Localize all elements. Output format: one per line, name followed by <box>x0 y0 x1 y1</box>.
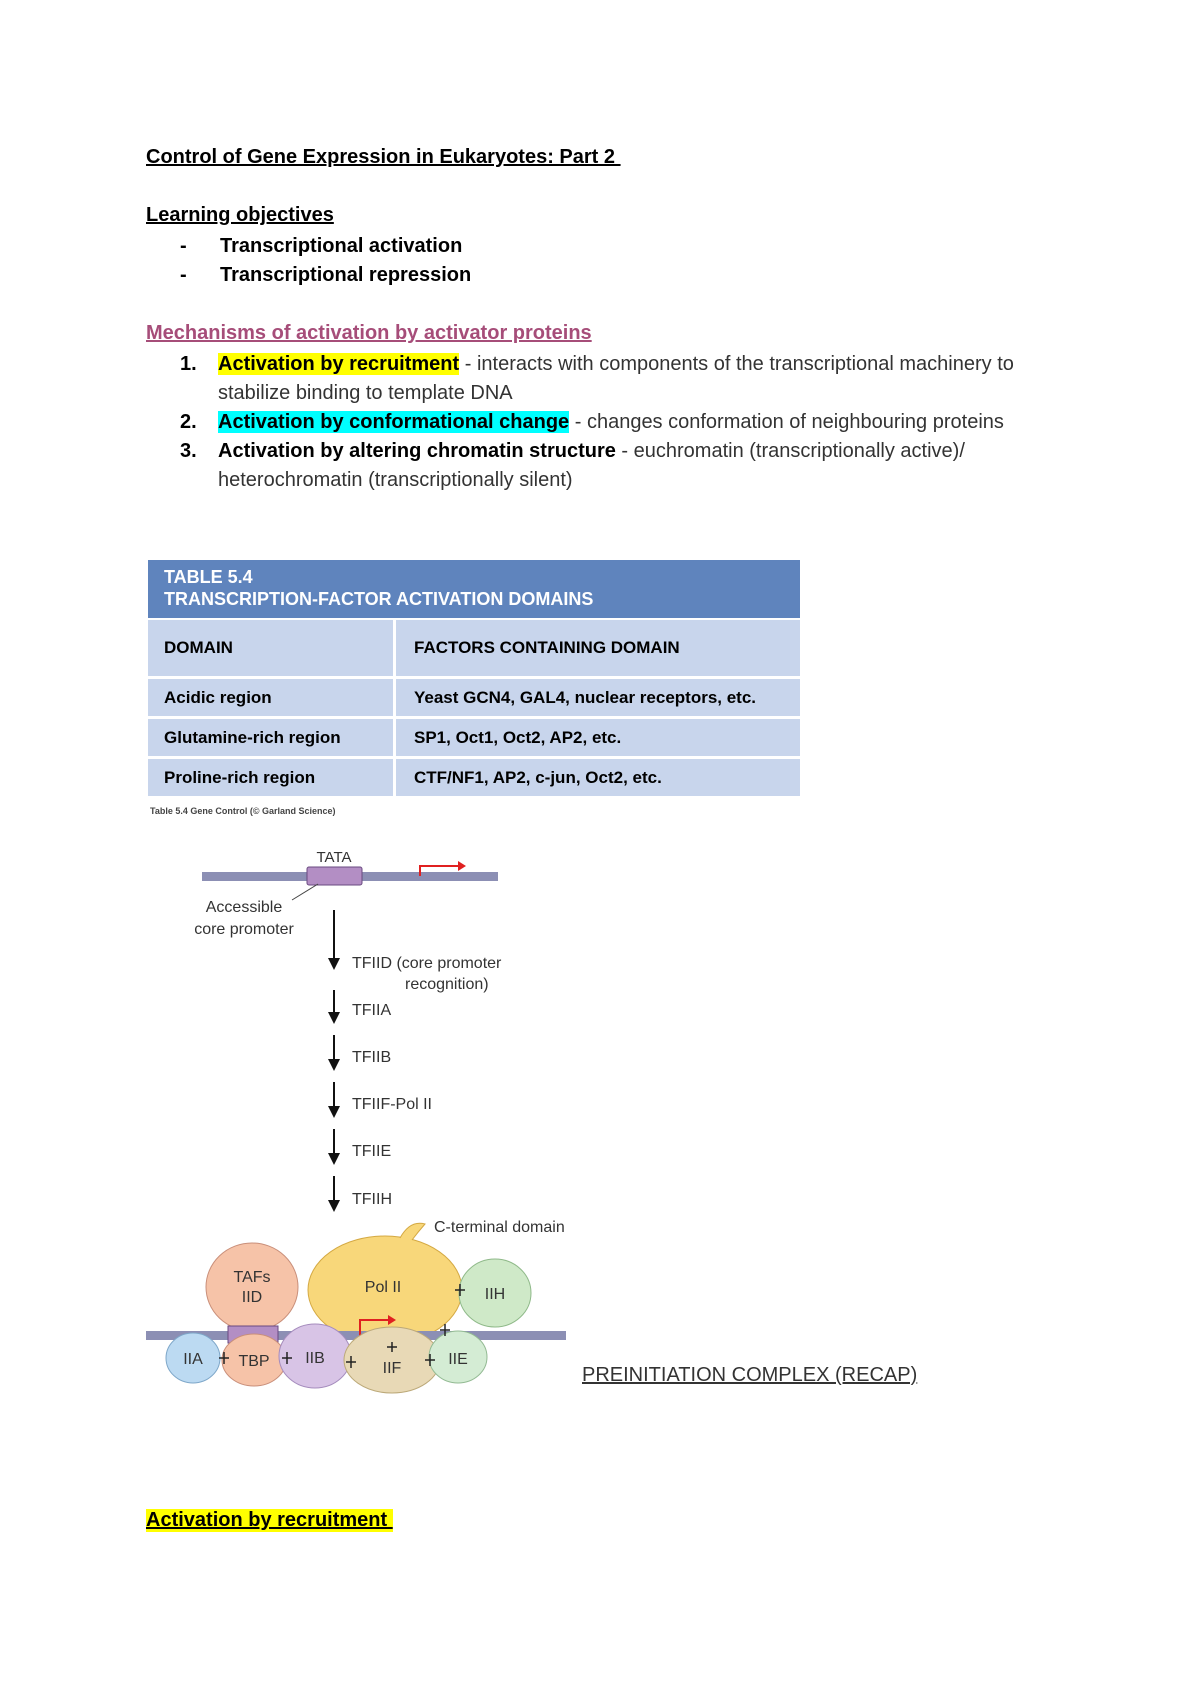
tata-label: TATA <box>316 849 352 866</box>
iid-label: IID <box>241 1289 263 1306</box>
pointer-line <box>292 884 318 900</box>
table-title: TRANSCRIPTION-FACTOR ACTIVATION DOMAINS <box>164 589 594 609</box>
table-cell-factors: Yeast GCN4, GAL4, nuclear receptors, etc. <box>393 679 800 716</box>
step-label: TFIIE <box>352 1143 392 1160</box>
step-arrow <box>328 1129 340 1165</box>
table-column-headers <box>148 620 800 676</box>
bullet-dash: - <box>180 235 187 257</box>
tafs-label: TAFs <box>233 1269 271 1286</box>
step-arrow <box>328 1035 340 1071</box>
ctd-tail <box>400 1223 425 1240</box>
table-cell-domain: Acidic region <box>164 687 272 707</box>
table-row <box>148 759 800 796</box>
objective-text: Transcriptional activation <box>220 235 463 257</box>
activation-domains-table <box>148 560 800 820</box>
step-label: TFIIH <box>352 1191 392 1208</box>
iib-label: IIB <box>305 1350 325 1367</box>
objectives-list <box>180 232 471 290</box>
preinitiation-diagram <box>0 820 620 1400</box>
recruitment-heading: Activation by recruitment <box>146 1509 393 1531</box>
step-sublabel: recognition) <box>405 976 489 993</box>
mechanisms-heading: Mechanisms of activation by activator proteins <box>146 322 592 344</box>
start-site-arrowhead <box>458 861 466 871</box>
table-cell-factors: SP1, Oct1, Oct2, AP2, etc. <box>393 719 800 756</box>
column-header-factors: FACTORS CONTAINING DOMAIN <box>393 620 800 676</box>
mechanism-item <box>180 350 1080 408</box>
tata-box <box>307 867 362 885</box>
table-number: TABLE 5.4 <box>164 567 253 587</box>
step-arrow <box>328 990 340 1024</box>
table-cell-domain: Proline-rich region <box>164 767 316 787</box>
objective-item <box>180 232 471 261</box>
step-arrow <box>328 1082 340 1118</box>
table-row <box>148 719 800 756</box>
step-label: TFIIF-Pol II <box>352 1096 432 1113</box>
recap-label: PREINITIATION COMPLEX (RECAP) <box>582 1364 918 1386</box>
pol-ii-label: Pol II <box>364 1279 402 1296</box>
mechanism-number: 3. <box>180 440 197 462</box>
tfiid-taf-blob <box>206 1243 298 1331</box>
objectives-heading: Learning objectives <box>146 204 334 226</box>
step-label: TFIIB <box>352 1049 392 1066</box>
iia-label: IIA <box>183 1351 203 1368</box>
objective-item <box>180 261 471 290</box>
mechanism-number: 2. <box>180 411 197 433</box>
mechanisms-list <box>180 350 1080 495</box>
core-promoter-label: core promoter <box>194 921 294 938</box>
mechanism-description: - interacts with components of the transcriptional machinery to stabilize binding to template DNA <box>218 353 1014 404</box>
step-label: TFIIA <box>352 1002 392 1019</box>
mechanism-label: Activation by recruitment <box>218 353 460 375</box>
iif-label: IIF <box>382 1360 402 1377</box>
iih-label: IIH <box>484 1286 506 1303</box>
iie-label: IIE <box>448 1351 468 1368</box>
mechanism-item <box>180 437 1080 495</box>
table-header <box>148 560 800 618</box>
mechanism-number: 1. <box>180 353 197 375</box>
table-row <box>148 679 800 716</box>
ctd-label: C-terminal domain <box>434 1219 565 1236</box>
document-title: Control of Gene Expression in Eukaryotes: Part 2 <box>146 146 621 168</box>
accessible-label: Accessible <box>205 899 283 916</box>
step-arrow <box>328 910 340 970</box>
tbp-label: TBP <box>238 1353 270 1370</box>
mechanism-label: Activation by altering chromatin structure <box>218 440 616 462</box>
table-cell-domain: Glutamine-rich region <box>164 727 341 747</box>
mechanism-description: - euchromatin (transcriptionally active)/ heterochromatin (transcriptionally silent) <box>218 440 965 491</box>
table-caption: Table 5.4 Gene Control (© Garland Science) <box>150 806 336 816</box>
objective-text: Transcriptional repression <box>220 264 472 286</box>
mechanism-item <box>180 408 1080 437</box>
mechanism-description: - changes conformation of neighbouring proteins <box>569 411 1004 433</box>
step-arrow <box>328 1176 340 1212</box>
mechanism-label: Activation by conformational change <box>218 411 570 433</box>
step-label: TFIID (core promoter <box>352 955 502 972</box>
table-cell-factors: CTF/NF1, AP2, c-jun, Oct2, etc. <box>393 759 800 796</box>
bullet-dash: - <box>180 264 187 286</box>
column-header-domain: DOMAIN <box>164 638 233 657</box>
